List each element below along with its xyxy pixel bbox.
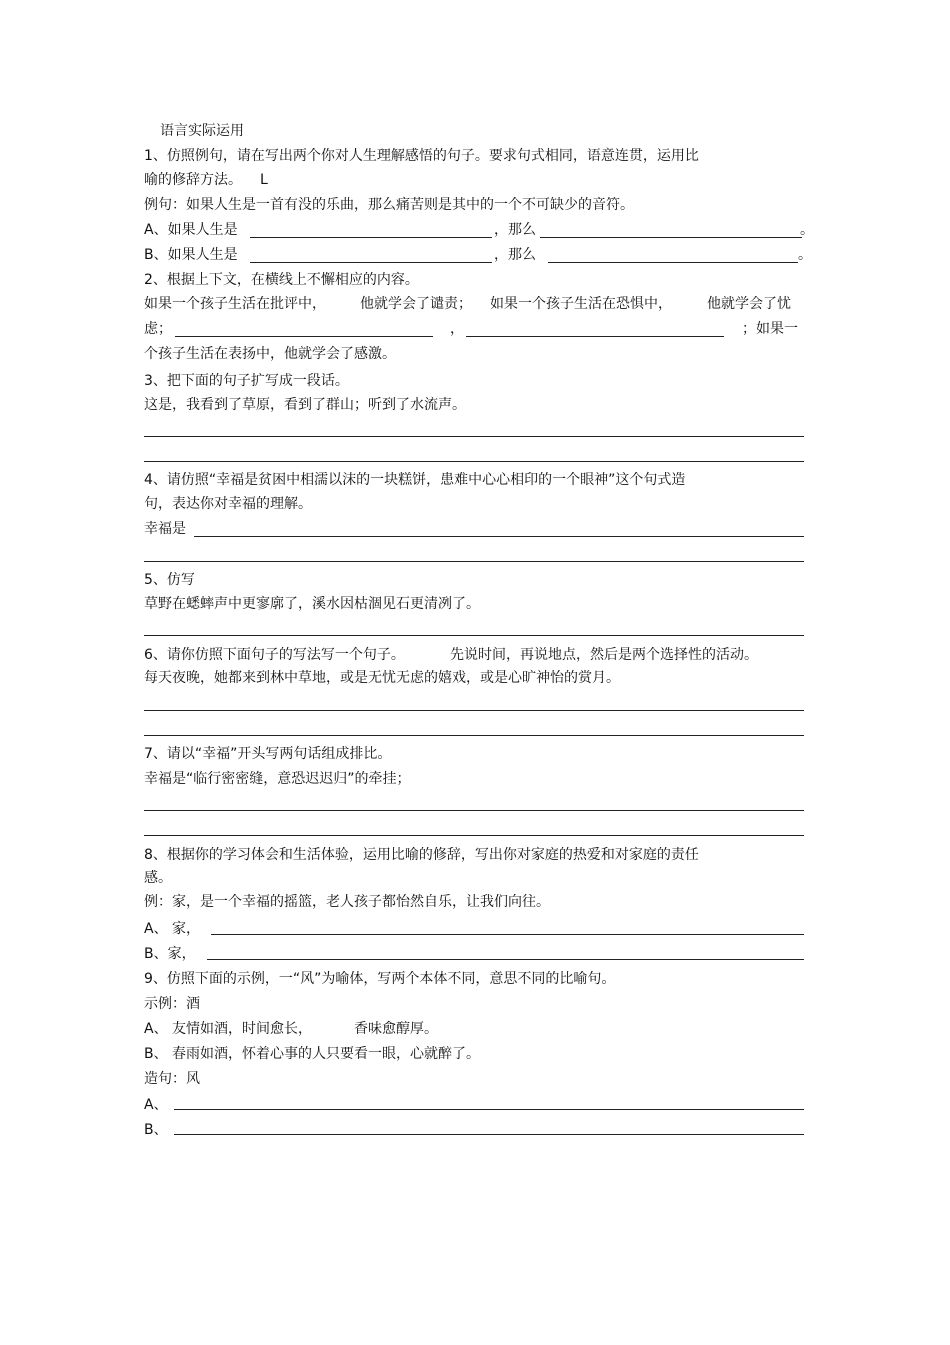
q7-prompt: 7、请以“幸福”开头写两句话组成排比。 (144, 746, 392, 762)
q2-prompt: 2、根据上下文，在横线上不懈相应的内容。 (144, 272, 419, 288)
q1-a-blank-2[interactable] (540, 237, 802, 238)
q8-b-answer-line[interactable] (207, 959, 804, 960)
q6-answer-line-1[interactable] (144, 710, 804, 711)
q4-prompt-line1: 4、请仿照“幸福是贫困中相濡以沫的一块糕饼，患难中心心相印的一个眼神”这个句式造 (144, 472, 686, 488)
q1-a-end: 。 (800, 222, 814, 238)
q9-b-prefix: B、 (144, 1122, 168, 1138)
q7-answer-line-2[interactable] (144, 835, 804, 836)
q1-b-prefix: B、如果人生是 (144, 247, 238, 263)
q4-answer-line-2[interactable] (144, 561, 804, 562)
q9-example-a-2: 香味愈醇厚。 (354, 1021, 438, 1037)
q1-b-mid: ，那么 (494, 247, 536, 263)
q2-text-7: 个孩子生活在表扬中，他就学会了感激。 (144, 346, 396, 362)
q5-prompt: 5、仿写 (144, 572, 195, 588)
q5-answer-line[interactable] (144, 635, 804, 636)
q6-sentence: 每天夜晚，她都来到林中草地，或是无忧无虑的嬉戏，或是心旷神怡的赏月。 (144, 670, 620, 686)
q8-example: 例：家，是一个幸福的摇篮，老人孩子都怡然自乐，让我们向往。 (144, 894, 550, 910)
q2-text-6: ；如果一 (742, 321, 798, 337)
q6-answer-line-2[interactable] (144, 735, 804, 736)
q6-hint: 先说时间，再说地点，然后是两个选择性的活动。 (450, 647, 758, 663)
q2-text-1: 如果一个孩子生活在批评中， (144, 296, 326, 312)
q4-prompt-line2: 句，表达你对幸福的理解。 (144, 496, 312, 512)
q7-answer-line-1[interactable] (144, 810, 804, 811)
q9-b-answer-line[interactable] (174, 1134, 804, 1135)
q1-prompt-line1: 1、仿照例句，请在写出两个你对人生理解感悟的句子。要求句式相同，语意连贯，运用比 (144, 148, 699, 164)
q9-make-label: 造句：风 (144, 1071, 200, 1087)
q2-blank-1[interactable] (175, 336, 433, 337)
q4-answer-line-1[interactable] (194, 536, 804, 537)
q1-mark: L (260, 172, 268, 188)
q2-text-4: 他就学会了忧 (707, 296, 791, 312)
q2-comma: ， (450, 321, 464, 337)
q1-b-blank-1[interactable] (250, 262, 492, 263)
q4-prefix: 幸福是 (144, 521, 186, 537)
q1-a-prefix: A、如果人生是 (144, 222, 238, 238)
q1-prompt-line2: 喻的修辞方法。 (144, 172, 242, 188)
q1-a-mid: ，那么 (494, 222, 536, 238)
q8-a-prefix: A、 家， (144, 921, 201, 937)
q9-a-answer-line[interactable] (174, 1109, 804, 1110)
q9-example-a-1: A、 友情如酒，时间愈长， (144, 1021, 313, 1037)
q5-sentence: 草野在蟋蟀声中更寥廓了，溪水因枯涸见石更清冽了。 (144, 596, 480, 612)
q8-prompt-line1: 8、根据你的学习体会和生活体验，运用比喻的修辞，写出你对家庭的热爱和对家庭的责任 (144, 847, 699, 863)
q2-blank-2[interactable] (466, 336, 724, 337)
q8-prompt-line2: 感。 (144, 870, 172, 886)
q3-sentence: 这是，我看到了草原，看到了群山；听到了水流声。 (144, 397, 466, 413)
q3-answer-line-1[interactable] (144, 436, 804, 437)
q9-prompt: 9、仿照下面的示例，一“风”为喻体，写两个本体不同，意思不同的比喻句。 (144, 971, 616, 987)
q3-answer-line-2[interactable] (144, 461, 804, 462)
q1-example: 例句：如果人生是一首有没的乐曲，那么痛苦则是其中的一个不可缺少的音符。 (144, 197, 634, 213)
q2-text-2: 他就学会了谴责； (360, 296, 472, 312)
q1-b-end: 。 (798, 247, 812, 263)
q2-text-5: 虑； (144, 321, 172, 337)
q1-b-blank-2[interactable] (548, 262, 798, 263)
q6-prompt: 6、请你仿照下面句子的写法写一个句子。 (144, 647, 405, 663)
page-title: 语言实际运用 (160, 123, 244, 139)
q2-text-3: 如果一个孩子生活在恐惧中， (490, 296, 672, 312)
q8-a-answer-line[interactable] (211, 934, 804, 935)
q1-a-blank-1[interactable] (250, 237, 492, 238)
q3-prompt: 3、把下面的句子扩写成一段话。 (144, 373, 349, 389)
q9-a-prefix: A、 (144, 1097, 168, 1113)
q7-sentence: 幸福是“临行密密缝，意恐迟迟归”的牵挂； (144, 771, 411, 787)
q8-b-prefix: B、家， (144, 946, 196, 962)
q9-example-label: 示例：酒 (144, 996, 200, 1012)
q9-example-b: B、 春雨如酒，怀着心事的人只要看一眼，心就醉了。 (144, 1046, 481, 1062)
